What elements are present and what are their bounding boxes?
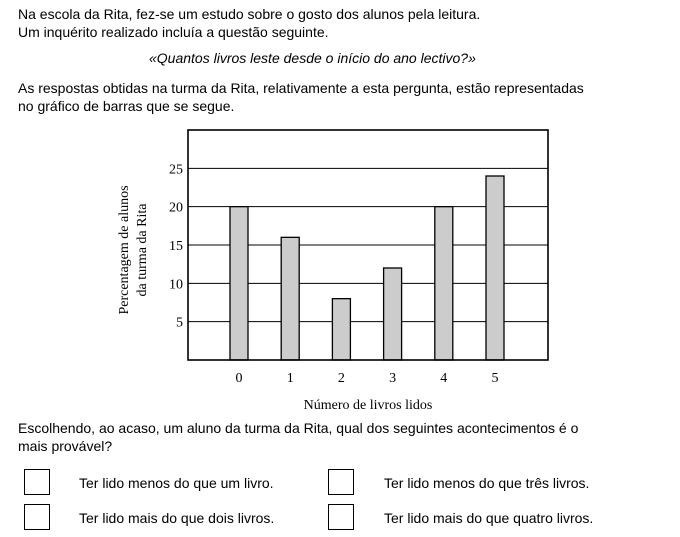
responses-line-1: As respostas obtidas na turma da Rita, relativamente a esta pergunta, estão representadas: [18, 80, 584, 96]
y-axis-label-line-1: Percentagem de alunos: [117, 185, 132, 315]
intro-line-1: Na escola da Rita, fez-se um estudo sobre o gosto dos alunos pela leitura.: [18, 6, 481, 22]
bar-0: [230, 207, 248, 360]
intro-line-2: Um inquérito realizado incluía a questão seguinte.: [18, 24, 329, 40]
option-label-3: Ter lido mais do que dois livros.: [79, 510, 275, 526]
y-axis-label-line-2: da turma da Rita: [135, 203, 150, 297]
option-checkbox-1[interactable]: [24, 469, 50, 495]
prompt-line-1: Escolhendo, ao acaso, um aluno da turma da Rita, qual dos seguintes acontecimentos é o: [18, 420, 579, 436]
y-tick-label: 25: [169, 162, 183, 178]
bar-5: [486, 176, 504, 360]
y-tick-label: 15: [169, 239, 183, 254]
x-axis-label: Número de livros lidos: [303, 398, 433, 413]
option-label-2: Ter lido menos do que três livros.: [384, 475, 590, 491]
x-tick-label: 2: [337, 371, 345, 386]
prompt-line-2: mais provável?: [18, 438, 113, 454]
x-tick-label: 1: [286, 371, 294, 386]
y-tick-label: 5: [176, 315, 183, 331]
y-tick-label: 10: [169, 277, 183, 293]
bar-2: [332, 299, 350, 360]
option-checkbox-4[interactable]: [328, 504, 354, 530]
y-tick-label: 20: [169, 200, 183, 216]
x-tick-label: 3: [389, 371, 397, 386]
option-checkbox-2[interactable]: [328, 469, 354, 495]
option-label-4: Ter lido mais do que quatro livros.: [384, 510, 594, 526]
x-tick-label: 4: [440, 371, 448, 386]
bar-1: [281, 237, 299, 360]
bar-3: [384, 268, 402, 360]
x-tick-label: 0: [235, 371, 243, 386]
x-tick-label: 5: [491, 371, 499, 386]
option-label-1: Ter lido menos do que um livro.: [79, 475, 274, 491]
option-checkbox-3[interactable]: [24, 504, 50, 530]
survey-question: «Quantos livros leste desde o início do ano lectivo?»: [149, 50, 476, 66]
bar-4: [435, 207, 453, 360]
responses-line-2: no gráfico de barras que se segue.: [18, 98, 235, 114]
